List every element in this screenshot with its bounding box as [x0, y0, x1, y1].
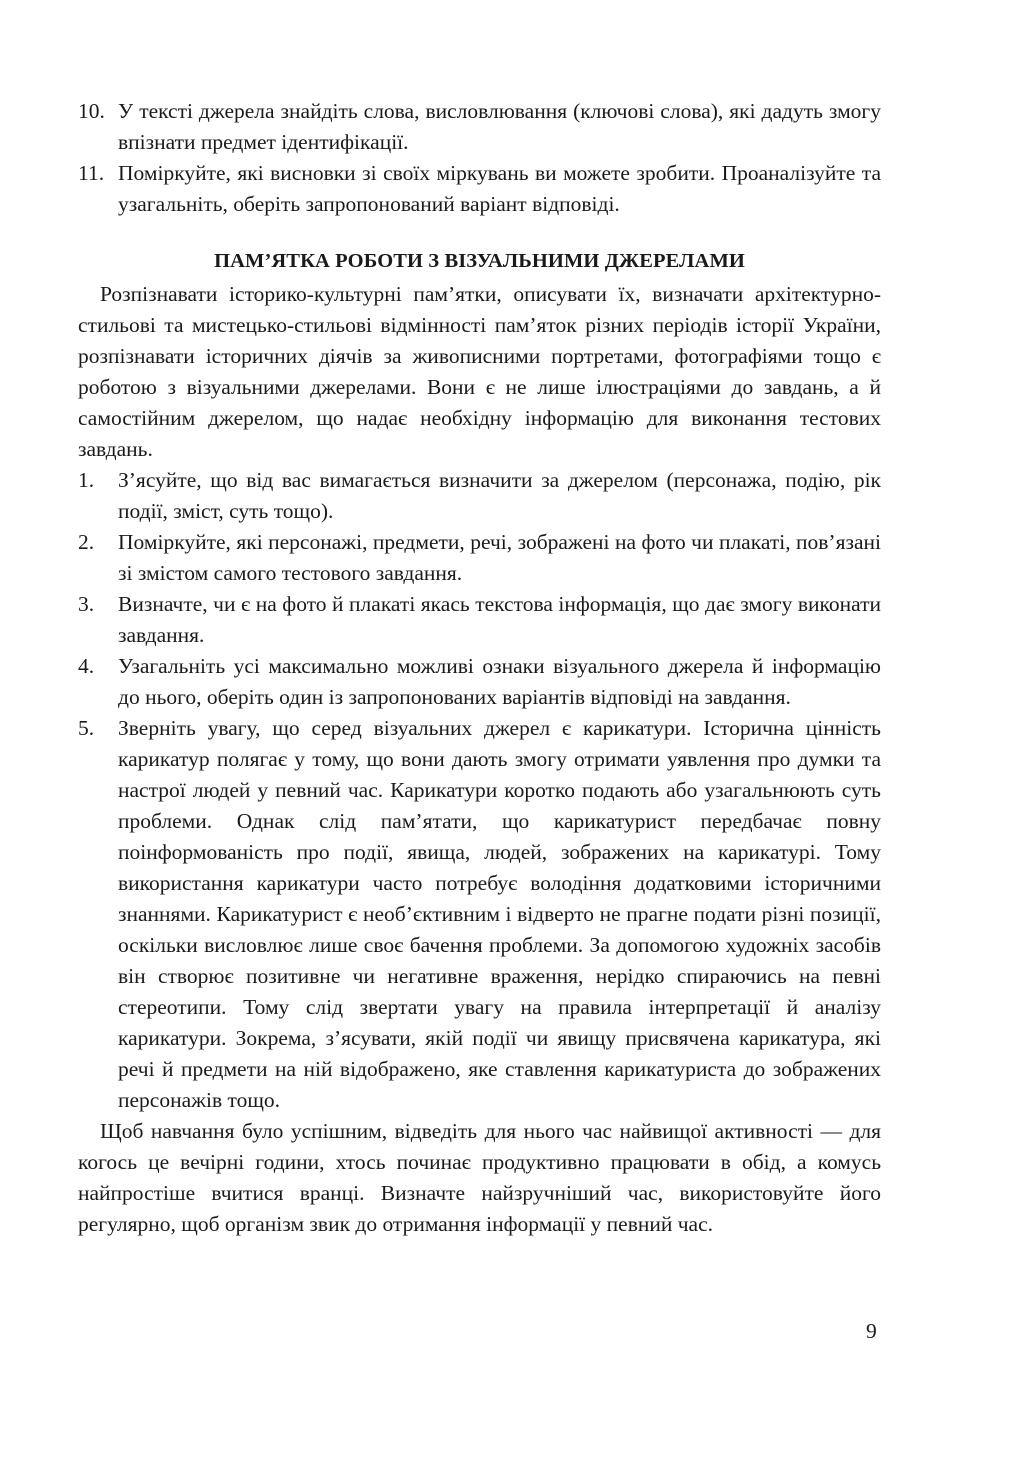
list-item-number: 3. — [78, 592, 95, 616]
intro-paragraph: Розпізнавати історико-культурні пам’ятки, описувати їх, визначати архітектурно-стильові та мистецько-стильові відмінності пам’яток різних періодів історії України, розпізнавати історичних діячів за живописними портретами, фотографіями тощо є роботою з візуальними джерелами. Вони є не лише ілюстраціями до завдань, а й самостійним джерелом, що надає необхідну інформацію для виконання тестових завдань. — [78, 282, 881, 461]
list-item-text: З’ясуйте, що від вас вимагається визначити за джерелом (персонажа, подію, рік події, зміст, суть тощо). — [118, 468, 881, 523]
list-item — [78, 527, 881, 589]
list-item-text: Зверніть увагу, що серед візуальних джерел є карикатури. Історична цінність карикатур полягає у тому, що вони дають змогу отримати уявлення про думки та настрої людей у певний час. Карикатури коротко подають або узагальнюють суть проблеми. Однак слід пам’ятати, що карикатурист передбачає повну поінформованість про події, явища, людей, зображених на карикатурі. Тому використання карикатури часто потребує володіння додатковими історичними знаннями. Карикатурист є необ’єктивним і відверто не прагне подати різні позиції, оскільки висловлює лише своє бачення проблеми. За допомогою художніх засобів він створює позитивне чи негативне враження, нерідко спираючись на певні стереотипи. Тому слід звертати увагу на правила інтерпретації й аналізу карикатури. Зокрема, з’ясувати, якій події чи явищу присвячена карикатура, які речі й предмети на ній відображено, яке ставлення карикатуриста до зображених персонажів тощо. — [118, 716, 881, 1112]
section-heading: ПАМ’ЯТКА РОБОТИ З ВІЗУАЛЬНИМИ ДЖЕРЕЛАМИ — [214, 250, 745, 272]
list-item-number: 5. — [78, 716, 95, 740]
list-item-number: 11. — [78, 161, 105, 185]
list-item-text: Поміркуйте, які висновки зі своїх міркувань ви можете зробити. Проаналізуйте та узагальніть, оберіть запропонований варіант відповіді. — [118, 161, 881, 216]
main-list — [78, 465, 881, 1116]
page-content — [78, 96, 881, 1240]
list-item — [78, 651, 881, 713]
list-item-number: 1. — [78, 468, 95, 492]
list-item — [78, 96, 881, 158]
page-number: 9 — [866, 1319, 877, 1343]
list-item-text: Узагальніть усі максимально можливі ознаки візуального джерела й інформацію до нього, оберіть один із запропонованих варіантів відповіді на завдання. — [118, 654, 881, 709]
list-item — [78, 713, 881, 1116]
list-item-number: 2. — [78, 530, 95, 554]
list-item-number: 4. — [78, 654, 95, 678]
list-item — [78, 589, 881, 651]
top-list — [78, 96, 881, 220]
list-item-text: Поміркуйте, які персонажі, предмети, речі, зображені на фото чи плакаті, пов’язані зі змістом самого тестового завдання. — [118, 530, 881, 585]
list-item-text: Визначте, чи є на фото й плакаті якась текстова інформація, що дає змогу виконати завдання. — [118, 592, 881, 647]
list-item — [78, 465, 881, 527]
list-item — [78, 158, 881, 220]
list-item-number: 10. — [78, 99, 105, 123]
closing-paragraph: Щоб навчання було успішним, відведіть для нього час найвищої активності — для когось це вечірні години, хтось починає продуктивно працювати в обід, а комусь найпростіше вчитися вранці. Визначте найзручніший час, використовуйте його регулярно, щоб організм звик до отримання інформації у певний час. — [78, 1119, 881, 1236]
list-item-text: У тексті джерела знайдіть слова, висловлювання (ключові слова), які дадуть змогу впізнати предмет ідентифікації. — [118, 99, 881, 154]
